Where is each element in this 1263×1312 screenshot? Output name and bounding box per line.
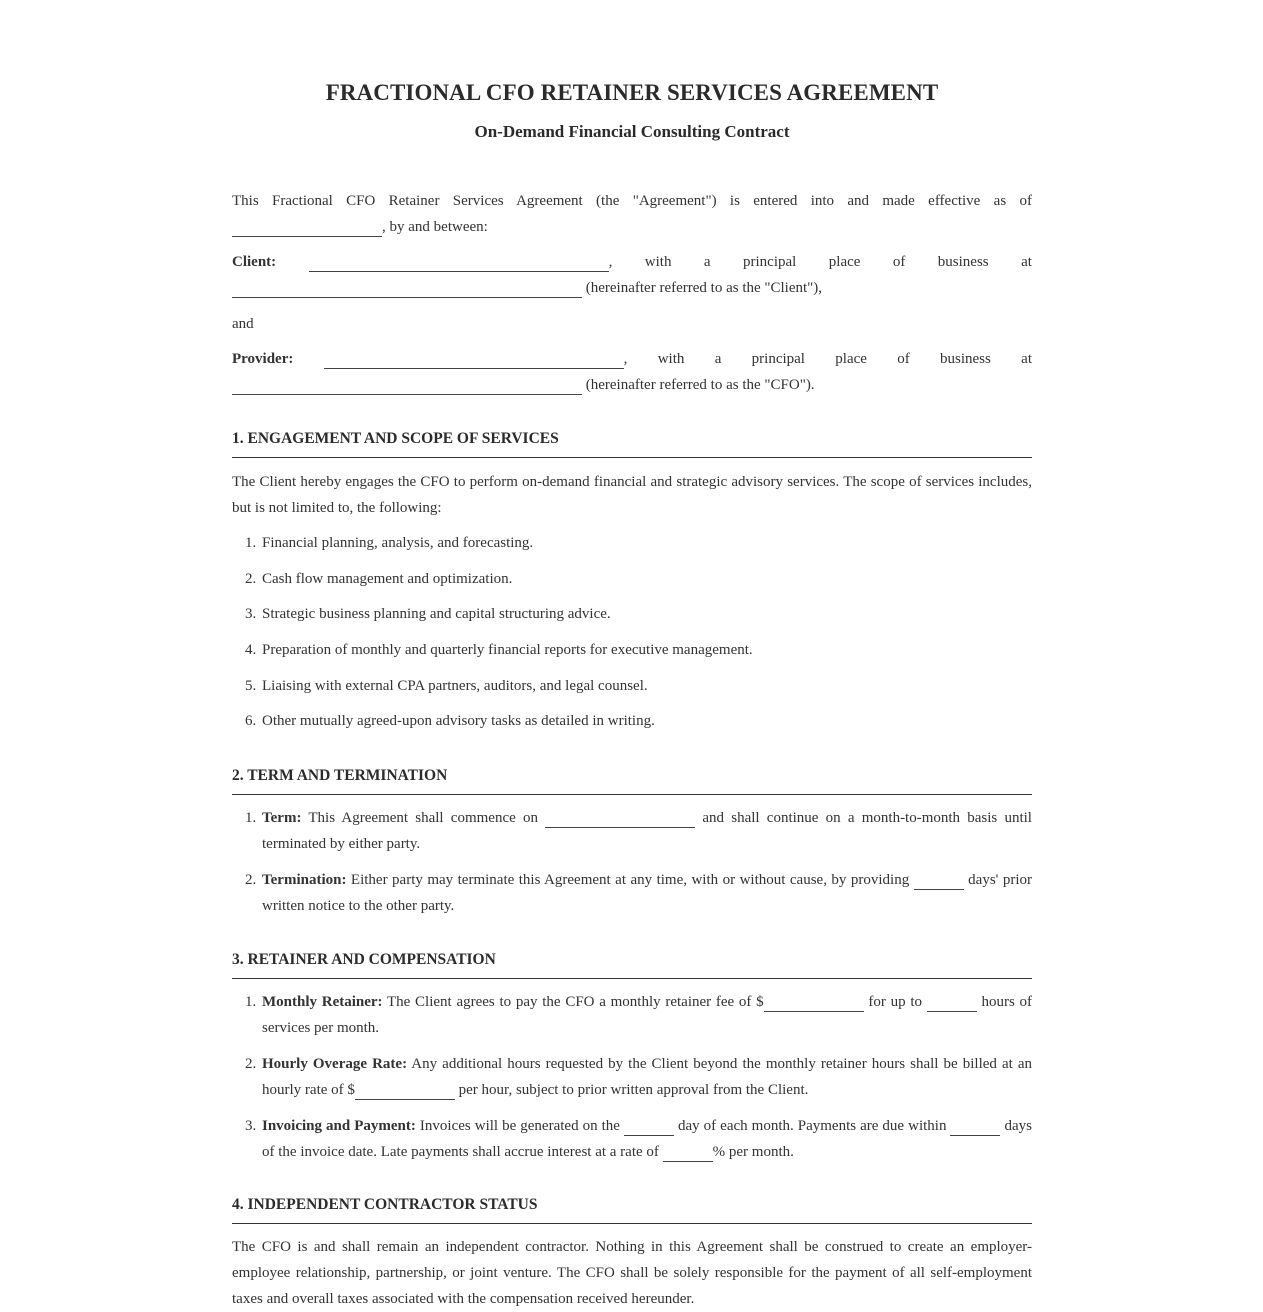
list-item	[232, 989, 1032, 1041]
client-label: Client:	[232, 254, 277, 270]
list-item-text: Preparation of monthly and quarterly financial reports for executive management.	[262, 642, 753, 659]
list-item	[232, 601, 1032, 627]
provider-word: with	[657, 351, 685, 367]
and-text: and	[232, 316, 254, 332]
invoice-day-blank[interactable]	[624, 1116, 674, 1136]
retainer-text-mid: for up to	[863, 994, 927, 1010]
list-item-text: Other mutually agreed-upon advisory tasks as detailed in writing.	[262, 713, 655, 730]
provider-comma: ,	[623, 351, 628, 367]
list-item	[232, 673, 1032, 699]
provider-word: principal	[751, 351, 805, 367]
provider-word: a	[714, 351, 722, 367]
provider-word: place	[835, 351, 867, 367]
hourly-rate-blank[interactable]	[355, 1080, 455, 1100]
document-title: FRACTIONAL CFO RETAINER SERVICES AGREEMENT	[325, 80, 939, 105]
section-2-heading: 2. TERM AND TERMINATION	[232, 767, 1032, 795]
termination-text: Either party may terminate this Agreement at any time, with or without cause, by providing	[346, 872, 914, 888]
provider-word: business	[940, 351, 991, 367]
services-list	[232, 530, 1032, 734]
provider-label: Provider:	[232, 351, 294, 367]
section-1-heading: 1. ENGAGEMENT AND SCOPE OF SERVICES	[232, 430, 1032, 458]
list-number: 2.	[245, 1056, 257, 1072]
list-item	[232, 1113, 1032, 1165]
client-word: a	[703, 254, 711, 270]
termination-text-end: days' prior written notice to the other party.	[262, 872, 1033, 914]
invoice-text-mid2: days of the invoice date. Late payments shall accrue interest at a rate of	[262, 1118, 1032, 1160]
list-item	[232, 566, 1032, 592]
term-label: Term:	[262, 810, 302, 826]
list-item	[232, 637, 1032, 663]
section-1-text: The Client hereby engages the CFO to perform on-demand financial and strategic advisory services. The scope of services includes, but is not limited to, the following:	[232, 474, 1032, 516]
client-word: business	[937, 254, 989, 270]
list-number: 2.	[245, 570, 257, 587]
list-number: 3.	[245, 606, 257, 623]
list-item	[232, 708, 1032, 734]
client-word: of	[892, 254, 906, 270]
client-address-blank[interactable]	[232, 278, 582, 298]
compensation-list	[232, 989, 1032, 1165]
list-item	[232, 805, 1032, 857]
provider-line	[232, 346, 1032, 398]
section-4-text: The CFO is and shall remain an independent contractor. Nothing in this Agreement shall be construed to create an employer-employee relationship, partnership, or joint venture. The CFO shall be solely responsible for the payment of all self-employment taxes and overall taxes associated with the compensation received hereunder.	[232, 1239, 1032, 1307]
client-word: place	[828, 254, 861, 270]
list-item	[232, 1051, 1032, 1103]
client-word: principal	[743, 254, 797, 270]
retainer-label: Monthly Retainer:	[262, 994, 383, 1010]
list-item-text: Financial planning, analysis, and forecasting.	[262, 535, 534, 551]
interest-rate-blank[interactable]	[663, 1142, 713, 1162]
effective-date-blank[interactable]	[232, 217, 382, 237]
list-number: 1.	[245, 535, 257, 551]
client-line	[232, 249, 1032, 301]
overage-text: Any additional hours requested by the Client beyond the monthly retainer hours shall be billed at an hourly rate of $	[262, 1056, 1032, 1098]
provider-word: of	[897, 351, 910, 367]
notice-days-blank[interactable]	[914, 870, 964, 890]
list-number: 3.	[245, 1118, 257, 1134]
list-item-text: Strategic business planning and capital structuring advice.	[262, 606, 611, 623]
overage-text-end: per hour, subject to prior written approval from the Client.	[454, 1082, 809, 1098]
client-word: with	[644, 254, 672, 270]
client-comma: ,	[608, 254, 613, 270]
provider-word: at	[1021, 351, 1032, 367]
invoice-label: Invoicing and Payment:	[262, 1118, 416, 1134]
retainer-hours-blank[interactable]	[927, 992, 977, 1012]
provider-address-blank[interactable]	[232, 375, 582, 395]
document-subtitle: On-Demand Financial Consulting Contract	[474, 122, 790, 141]
provider-tail: (hereinafter referred to as the "CFO").	[585, 377, 815, 393]
overage-label: Hourly Overage Rate:	[262, 1056, 408, 1072]
list-item-text: Liaising with external CPA partners, auditors, and legal counsel.	[262, 677, 648, 694]
list-number: 1.	[245, 810, 257, 826]
client-name-blank[interactable]	[309, 252, 609, 272]
list-number: 4.	[245, 642, 257, 659]
term-list	[232, 805, 1032, 919]
list-number: 6.	[245, 713, 257, 730]
intro-text: This Fractional CFO Retainer Services Agreement (the "Agreement") is entered into and made effective as of	[232, 193, 1032, 209]
list-number: 1.	[245, 994, 257, 1010]
invoice-text-end: % per month.	[712, 1144, 794, 1160]
client-tail: (hereinafter referred to as the "Client"),	[585, 280, 823, 296]
list-item	[232, 530, 1032, 556]
commence-date-blank[interactable]	[545, 808, 695, 828]
list-number: 5.	[245, 677, 257, 694]
section-3-heading: 3. RETAINER AND COMPENSATION	[232, 951, 1032, 979]
payment-days-blank[interactable]	[950, 1116, 1000, 1136]
intro-paragraph	[232, 188, 1032, 240]
intro-by-between: , by and between:	[382, 219, 488, 235]
termination-label: Termination:	[262, 872, 347, 888]
list-item-text: Cash flow management and optimization.	[262, 570, 513, 587]
retainer-text-end: hours of services per month.	[262, 994, 1033, 1036]
invoice-text-mid: day of each month. Payments are due within	[673, 1118, 951, 1134]
retainer-fee-blank[interactable]	[764, 992, 864, 1012]
list-number: 2.	[245, 872, 257, 888]
invoice-text: Invoices will be generated on the	[415, 1118, 624, 1134]
term-text: This Agreement shall commence on	[301, 810, 546, 826]
provider-name-blank[interactable]	[324, 349, 624, 369]
term-text-end: and shall continue on a month-to-month basis until terminated by either party.	[262, 810, 1032, 852]
retainer-text: The Client agrees to pay the CFO a monthly retainer fee of $	[382, 994, 764, 1010]
section-4-heading: 4. INDEPENDENT CONTRACTOR STATUS	[232, 1196, 1032, 1224]
list-item	[232, 867, 1032, 919]
client-word: at	[1021, 254, 1032, 270]
